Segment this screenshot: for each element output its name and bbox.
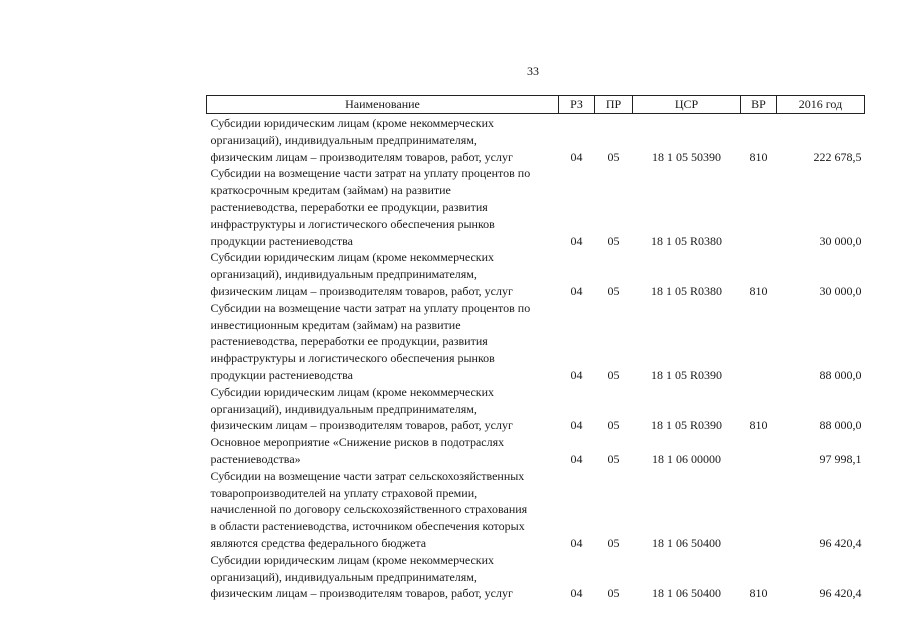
row-csr: 18 1 05 R0380	[650, 283, 722, 298]
row-csr: 18 1 05 R0390	[650, 418, 722, 433]
row-csr: 18 1 05 R0390	[650, 367, 722, 382]
row-vr: 810	[749, 418, 768, 433]
header-year: 2016 год	[777, 96, 865, 114]
row-name: Субсидии на возмещение части затрат на уплату процентов по инвестиционным кредитам (займам) на развитие растениеводства, переработки ее продукции, развития инфраструктуры и логистического обеспечения рынков продукции растениеводства	[210, 300, 531, 382]
row-amount: 96 420,4	[819, 586, 862, 601]
row-pr: 05	[607, 283, 620, 298]
row-rz: 04	[570, 233, 583, 248]
row-pr: 05	[607, 149, 620, 164]
row-amount: 88 000,0	[819, 367, 862, 382]
table-row	[207, 249, 865, 299]
row-pr: 05	[607, 451, 620, 466]
row-amount: 97 998,1	[819, 451, 862, 466]
row-rz: 04	[570, 418, 583, 433]
row-csr: 18 1 05 R0380	[650, 233, 722, 248]
row-csr: 18 1 05 50390	[652, 149, 721, 164]
table-header	[207, 96, 865, 114]
row-rz: 04	[570, 367, 583, 382]
row-pr: 05	[607, 586, 620, 601]
row-pr: 05	[607, 535, 620, 550]
budget-table	[206, 95, 865, 602]
header-rz: РЗ	[559, 96, 595, 114]
row-csr: 18 1 06 00000	[652, 451, 721, 466]
row-name: Субсидии юридическим лицам (кроме некоммерческих организаций), индивидуальным предпринимателям, физическим лицам – производителям товаров, работ, услуг	[210, 552, 513, 601]
row-amount: 30 000,0	[819, 233, 862, 248]
row-rz: 04	[570, 283, 583, 298]
row-name: Субсидии юридическим лицам (кроме некоммерческих организаций), индивидуальным предпринимателям, физическим лицам – производителям товаров, работ, услуг	[210, 250, 513, 298]
table-row	[207, 165, 865, 249]
row-name: Основное мероприятие «Снижение рисков в подотраслях растениеводства»	[210, 435, 505, 466]
row-rz: 04	[570, 586, 583, 601]
row-csr: 18 1 06 50400	[652, 535, 721, 550]
table-row	[207, 434, 865, 468]
row-amount: 222 678,5	[813, 149, 862, 164]
row-rz: 04	[570, 535, 583, 550]
row-rz: 04	[570, 451, 583, 466]
row-pr: 05	[607, 418, 620, 433]
row-vr	[741, 300, 777, 384]
row-vr: 810	[749, 283, 768, 298]
row-amount: 96 420,4	[819, 535, 862, 550]
row-name: Субсидии на возмещение части затрат на уплату процентов по краткосрочным кредитам (займам) на развитие растениеводства, переработки ее продукции, развития инфраструктуры и логистического обеспечения рынков продукции растениеводства	[210, 166, 531, 248]
table-row	[207, 114, 865, 166]
header-csr: ЦСР	[633, 96, 741, 114]
row-vr	[741, 468, 777, 552]
row-vr	[741, 165, 777, 249]
table-row	[207, 552, 865, 602]
table-row	[207, 300, 865, 384]
header-vr: ВР	[741, 96, 777, 114]
row-name: Субсидии юридическим лицам (кроме некоммерческих организаций), индивидуальным предпринимателям, физическим лицам – производителям товаров, работ, услуг	[210, 116, 513, 164]
row-pr: 05	[607, 367, 620, 382]
header-pr: ПР	[595, 96, 633, 114]
table-body	[207, 114, 865, 603]
row-name: Субсидии юридическим лицам (кроме некоммерческих организаций), индивидуальным предпринимателям, физическим лицам – производителям товаров, работ, услуг	[210, 384, 513, 433]
budget-table-container	[206, 95, 864, 602]
row-vr: 810	[749, 149, 768, 164]
header-name: Наименование	[207, 96, 559, 114]
table-row	[207, 384, 865, 434]
table-row	[207, 468, 865, 552]
row-amount: 88 000,0	[819, 418, 862, 433]
row-vr: 810	[749, 586, 768, 601]
row-csr: 18 1 06 50400	[652, 586, 721, 601]
row-rz: 04	[570, 149, 583, 164]
row-pr: 05	[607, 233, 620, 248]
row-name: Субсидии на возмещение части затрат сельскохозяйственных товаропроизводителей на уплату страховой премии, начисленной по договору сельскохозяйственного страхования в области растениеводства, источником обеспечения которых являются средства федерального бюджета	[210, 468, 528, 550]
row-amount: 30 000,0	[819, 283, 862, 298]
header-row	[207, 96, 865, 114]
row-vr	[741, 434, 777, 468]
page-number: 33	[527, 64, 539, 78]
